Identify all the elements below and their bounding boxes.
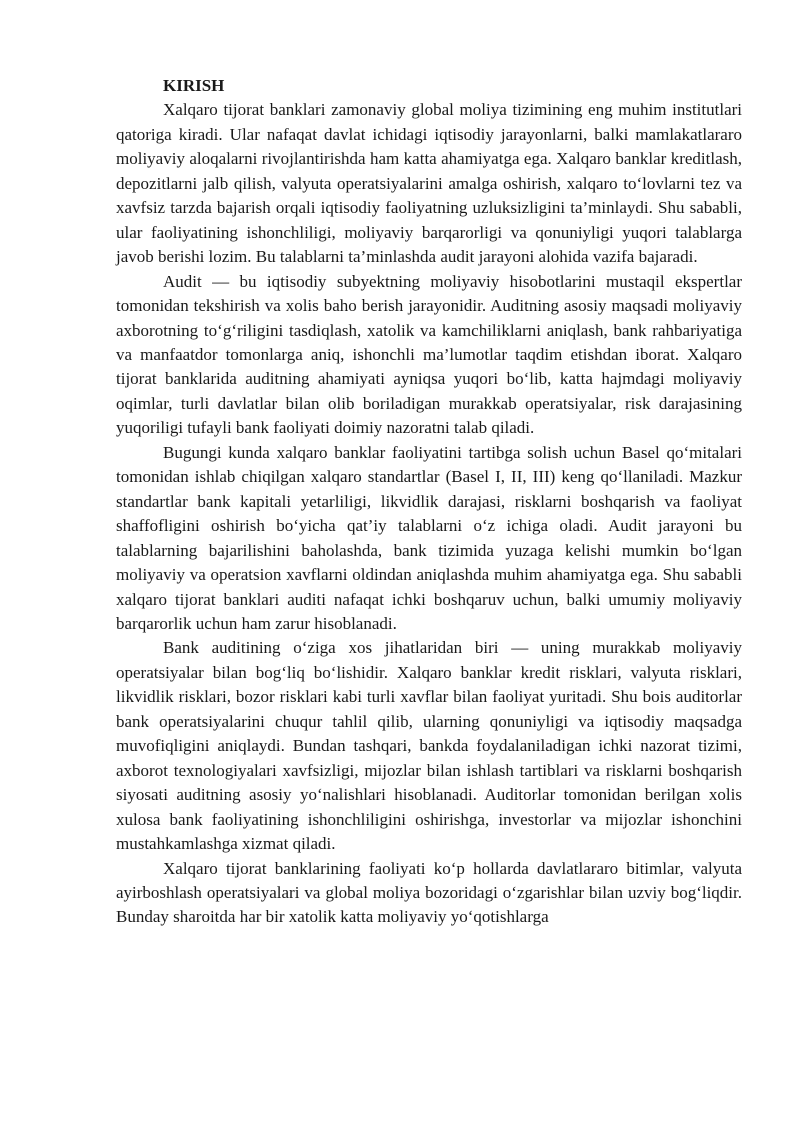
paragraph-3: Bugungi kunda xalqaro banklar faoliyatini tartibga solish uchun Basel qo‘mitalari tomonidan ishlab chiqilgan xalqaro standartlar (Basel I, II, III) keng qo‘llaniladi. Mazkur standartlar bank kapitali yetarliligi, likvidlik darajasi, risklarni boshqarish va faoliyat shaffofligini oshirish bo‘yicha qat’iy talablarni o‘z ichiga oladi. Audit jarayoni bu talablarning bajarilishini baholashda, bank tizimida yuzaga kelishi mumkin bo‘lgan moliyaviy va operatsion xavflarni oldindan aniqlashda muhim ahamiyatga ega. Shu sababli xalqaro tijorat banklari auditi nafaqat ichki boshqaruv uchun, balki umumiy moliyaviy barqarorlik uchun ham zarur hisoblanadi. [116, 442, 742, 633]
paragraph-5: Xalqaro tijorat banklarining faoliyati ko‘p hollarda davlatlararo bitimlar, valyuta ayirboshlash operatsiyalari va global moliya bozoridagi o‘zgarishlar bilan uzviy bog‘liqdir. Bunday sharoitda har bir xatolik katta moliyaviy yo‘qotishlarga [116, 858, 742, 927]
paragraph-2: Audit — bu iqtisodiy subyektning moliyaviy hisobotlarini mustaqil ekspertlar tomonidan tekshirish va xolis baho berish jarayonidir. Auditning asosiy maqsadi moliyaviy axborotning to‘g‘riligini tasdiqlash, xatolik va kamchiliklarni aniqlash, bank rahbariyatiga va manfaatdor tomonlarga aniq, ishonchli ma’lumotlar taqdim etishdan iborat. Xalqaro tijorat banklarida auditning ahamiyati ayniqsa yuqori bo‘lib, katta hajmdagi moliyaviy oqimlar, turli davlatlar bilan olib boriladigan murakkab operatsiyalar, risk darajasining yuqoriligi tufayli bank faoliyati doimiy nazoratni talab qiladi. [116, 271, 742, 438]
paragraph-4: Bank auditining o‘ziga xos jihatlaridan biri — uning murakkab moliyaviy operatsiyalar bilan bog‘liq bo‘lishidir. Xalqaro banklar kredit risklari, valyuta risklari, likvidlik risklari, bozor risklari kabi turli xavflar bilan faoliyat yuritadi. Shu bois auditorlar bank operatsiyalarini chuqur tahlil qilib, ularning qonuniyligi va iqtisodiy maqsadga muvofiqligini aniqlaydi. Bundan tashqari, bankda foydalaniladigan ichki nazorat tizimi, axborot texnologiyalari xavfsizligi, mijozlar bilan ishlash tartiblari va risklarni boshqarish siyosati auditning asosiy yo‘nalishlari hisoblanadi. Auditorlar tomonidan berilgan xolis xulosa bank faoliyatining ishonchliligini oshirishga, investorlar va mijozlar ishonchini mustahkamlashga xizmat qiladi. [116, 638, 742, 854]
section-heading: KIRISH [163, 76, 225, 95]
paragraph-1: Xalqaro tijorat banklari zamonaviy global moliya tizimining eng muhim institutlari qatoriga kiradi. Ular nafaqat davlat ichidagi iqtisodiy jarayonlarni, balki mamlakatlararo moliyaviy aloqalarni rivojlantirishda ham katta ahamiyatga ega. Xalqaro banklar kreditlash, depozitlarni jalb qilish, valyuta operatsiyalarini amalga oshirish, xalqaro to‘lovlarni tez va xavfsiz tarzda bajarish orqali iqtisodiy faoliyatning uzluksizligini ta’minlaydi. Shu sababli, ular faoliyatining ishonchliligi, moliyaviy barqarorligi va qonuniyligi yuqori talablarga javob berishi lozim. Bu talablarni ta’minlashda audit jarayoni alohida vazifa bajaradi. [116, 100, 742, 267]
document-page [116, 74, 742, 930]
